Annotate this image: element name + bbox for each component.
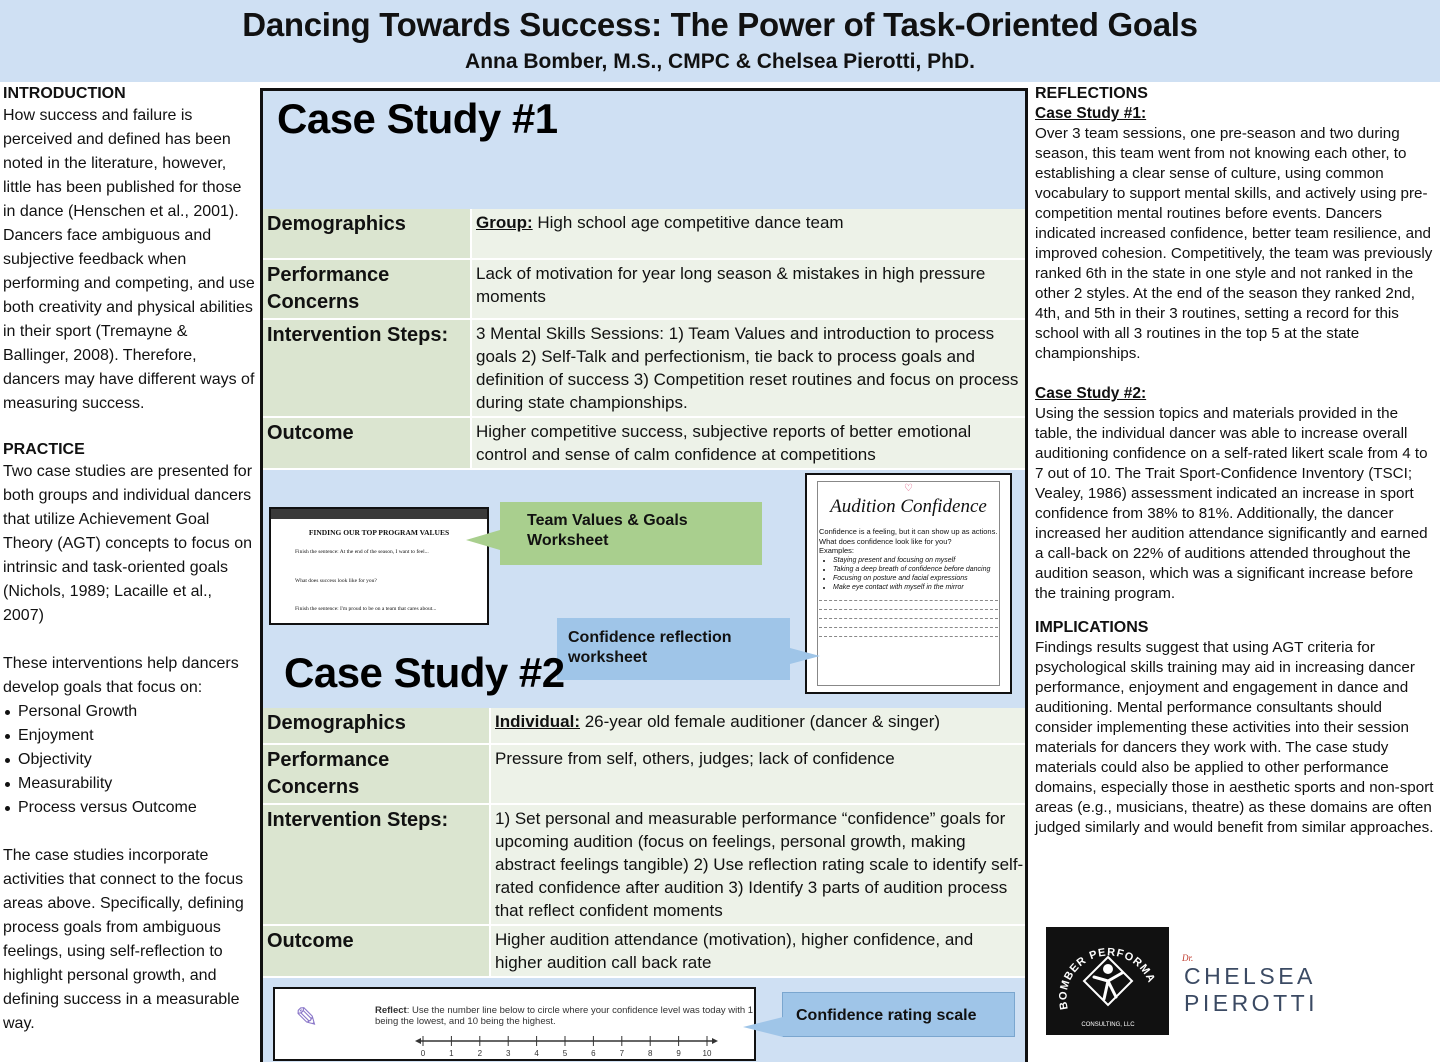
poster-title: Dancing Towards Success: The Power of Task-Oriented Goals — [242, 6, 1198, 43]
table-row — [263, 319, 1028, 417]
svg-text:BOMBER PERFORMANCE: BOMBER PERFORMA — [1057, 946, 1158, 1011]
list-item: Measurability — [3, 772, 255, 796]
row-label: Performance Concerns — [263, 259, 471, 319]
scale-number: 3 — [505, 1049, 511, 1058]
team-values-callout: Team Values & Goals Worksheet — [500, 502, 762, 565]
implications-heading: IMPLICATIONS — [1035, 619, 1149, 636]
left-column — [3, 84, 255, 1036]
row-label: Demographics — [263, 209, 471, 259]
row-label: Performance Concerns — [263, 744, 490, 804]
confidence-reflection-callout: Confidence reflection worksheet — [557, 618, 790, 680]
list-item: Objectivity — [3, 748, 255, 772]
table-row — [263, 708, 1028, 744]
bomber-performance-logo — [1046, 927, 1169, 1035]
implications-text: Findings results suggest that using AGT criteria for psychological skills training may aid in increasing dancer performance, enjoyment and engagement in dance and auditioning. Mental performance consultants should consider implementing these activities into their session materials for dancers they work with. The case study materials could also be applied to other performance domains, especially those in aesthetic sports and non-sport areas (e.g., musicians, theatre) as these domains are often judged similarly and would benefit from similar approaches. — [1035, 639, 1434, 836]
scale-number: 9 — [676, 1049, 681, 1058]
scale-number: 4 — [534, 1049, 539, 1058]
closing-text: The case studies incorporate activities that connect to the focus areas above. Specifically, defining process goals from ambiguous feelings, using self-reflection to highlight personal growth, and defining success in a measurable way. — [3, 847, 244, 1032]
pencil-hand-icon: ✎ — [295, 1002, 319, 1033]
row-value: Higher audition attendance (motivation), higher confidence, and higher audition call back rate — [490, 925, 1028, 977]
confidence-scale-callout: Confidence rating scale — [782, 992, 1015, 1037]
worksheet-question: What does success look like for you? — [295, 578, 377, 584]
case-study-2-reflection-heading: Case Study #2: — [1035, 385, 1147, 402]
poster-authors: Anna Bomber, M.S., CMPC & Chelsea Pierotti, PhD. — [465, 50, 975, 73]
case-study-2-table — [263, 708, 1028, 978]
confidence-worksheet-image: ♡ Audition Confidence Confidence is a feeling, but it can show up as actions. What does confidence look like for you? Examples: • Staying present and focusing on myself • Taking a deep breath of confidence before dancing • Focusing on posture and facial expressions • Make eye contact with myself in the mirror — [805, 473, 1012, 694]
confidence-scale-image — [273, 987, 756, 1061]
row-label: Intervention Steps: — [263, 319, 471, 417]
reflections-heading: REFLECTIONS — [1035, 85, 1148, 102]
introduction-text: How success and failure is perceived and defined has been noted in the literature, however, little has been published for those in dance (Henschen et al., 2001). Dancers face ambiguous and subjective feedback when performing and competing, and use both creativity and physical abilities in their sport (Tremayne & Ballinger, 2008). Therefore, dancers may have different ways of measuring success. — [3, 107, 255, 412]
list-item: Process versus Outcome — [3, 796, 255, 820]
chelsea-pierotti-logo: Dr. CHELSEA PIEROTTI — [1182, 953, 1319, 1016]
row-label: Demographics — [263, 708, 490, 744]
list-item: • Make eye contact with myself in the mirror — [833, 583, 998, 592]
table-row — [263, 259, 1028, 319]
table-row — [263, 925, 1028, 977]
case-study-2-title: Case Study #2 — [284, 649, 565, 696]
row-value: Individual: 26-year old female auditioner (dancer & singer) — [490, 708, 1028, 744]
svg-text:CONSULTING, LLC: CONSULTING, LLC — [1081, 1022, 1135, 1028]
worksheet-question: Finish the sentence: I'm proud to be on a team that cares about... — [295, 606, 437, 612]
case-study-2-reflection: Using the session topics and materials provided in the table, the individual dancer was able to increase overall auditioning confidence on a self-rated likert scale from 4 to 7 out of 10. The Trait Sport-Confidence Inventory (TSCI; Vealey, 1986) assessment indicated an increase in sport confidence from 38% to 81%. Additionally, the dancer increased her audition attendance significantly and earned a call-back on 22% of auditions attended throughout the audition season, which was a significant increase before the training program. — [1035, 405, 1428, 602]
practice-text: Two case studies are presented for both groups and individual dancers that utilize Achievement Goal Theory (AGT) concepts to focus on intrinsic and task-oriented goals (Nichols, 1989; Lacaille et al., 2007) — [3, 463, 253, 624]
row-label: Intervention Steps: — [263, 804, 490, 925]
scale-number: 7 — [619, 1049, 625, 1058]
number-line — [415, 1033, 720, 1059]
case-study-1-title: Case Study #1 — [277, 95, 558, 142]
goals-intro: These interventions help dancers develop goals that focus on: — [3, 655, 239, 696]
right-column — [1035, 84, 1438, 838]
scale-number: 1 — [449, 1049, 454, 1058]
scale-number: 5 — [562, 1049, 568, 1058]
row-value: Group: High school age competitive dance team — [471, 209, 1028, 259]
table-row — [263, 744, 1028, 804]
row-value: Lack of motivation for year long season & mistakes in high pressure moments — [471, 259, 1028, 319]
scale-number: 2 — [477, 1049, 483, 1058]
list-item: Personal Growth — [3, 700, 255, 724]
scale-number: 10 — [702, 1049, 712, 1058]
scale-number: 8 — [647, 1049, 653, 1058]
practice-heading: PRACTICE — [3, 441, 85, 458]
row-label: Outcome — [263, 925, 490, 977]
poster-header — [0, 0, 1440, 82]
row-value: Pressure from self, others, judges; lack of confidence — [490, 744, 1028, 804]
goals-list — [3, 700, 255, 820]
confidence-worksheet-title: Audition Confidence — [830, 496, 987, 517]
list-item: • Focusing on posture and facial expressions — [833, 574, 998, 583]
scale-instructions: Reflect: Use the number line below to circle where your confidence level was today with 1 being the lowest, and 10 being the highest. — [375, 1005, 754, 1027]
case-study-1-table — [263, 209, 1028, 470]
case-study-1-reflection-heading: Case Study #1: — [1035, 105, 1147, 122]
list-item: • Staying present and focusing on myself — [833, 556, 998, 565]
introduction-heading: INTRODUCTION — [3, 85, 126, 102]
table-row — [263, 804, 1028, 925]
row-label: Outcome — [263, 417, 471, 469]
row-value: 3 Mental Skills Sessions: 1) Team Values and introduction to process goals 2) Self-Talk and perfectionism, tie back to process goals and definition of success 3) Competition reset routines and focus on process during state championships. — [471, 319, 1028, 417]
table-row — [263, 209, 1028, 259]
list-item: Enjoyment — [3, 724, 255, 748]
worksheet-question: Finish the sentence: At the end of the season, I want to feel... — [295, 549, 429, 555]
row-value: Higher competitive success, subjective reports of better emotional control and sense of calm confidence at competitions — [471, 417, 1028, 469]
scale-number: 0 — [420, 1049, 426, 1058]
case-study-1-reflection: Over 3 team sessions, one pre-season and two during season, this team went from not knowing each other, to establishing a clear sense of culture, using common vocabulary to support mental skills, and actively using pre-competition mental routines before events. Dancers indicated increased confidence, better team resilience, and improved cohesion. Competitively, the team was previously ranked 6th in the state in one style and not ranked in the other 2 styles. At the end of the season they ranked 2nd, 4th, and 5th in their 3 routines, setting a record for this school with all 3 routines in the top 5 at the state championships. — [1035, 125, 1433, 362]
table-row — [263, 417, 1028, 469]
row-value: 1) Set personal and measurable performance “confidence” goals for upcoming audition (focus on feelings, personal growth, making abstract feelings tangible) 2) Use reflection rating scale to identify self-rated confidence after audition 3) Identify 3 parts of audition process that reflect confident moments — [490, 804, 1028, 925]
list-item: • Taking a deep breath of confidence before dancing — [833, 565, 998, 574]
case-studies-panel — [260, 88, 1028, 1062]
scale-number: 6 — [591, 1049, 596, 1058]
team-values-worksheet-image — [269, 507, 489, 625]
worksheet-title: FINDING OUR TOP PROGRAM VALUES — [308, 528, 450, 537]
